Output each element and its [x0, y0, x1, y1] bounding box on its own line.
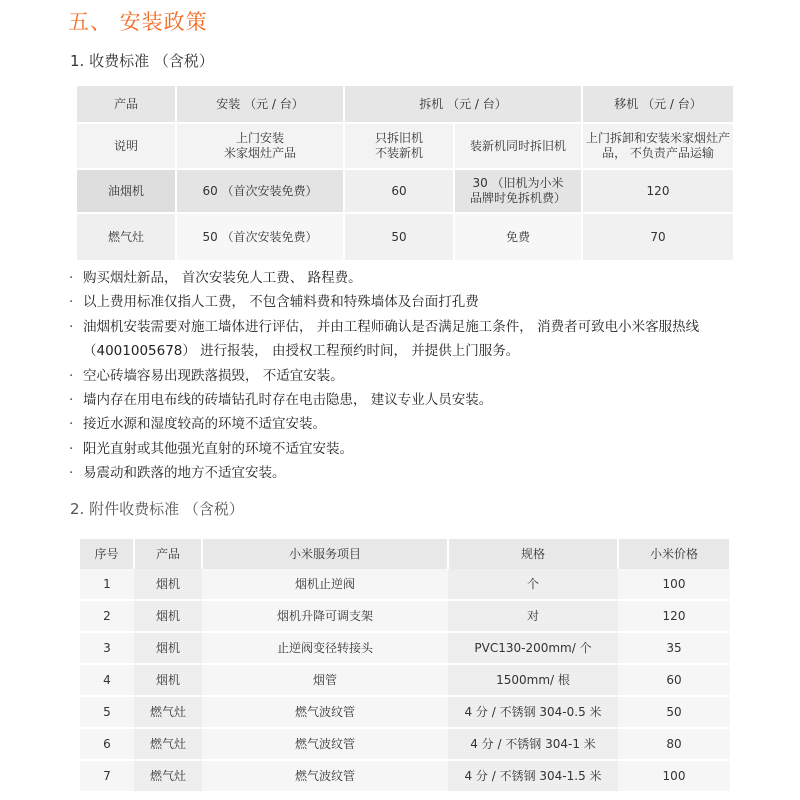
note-text: 油烟机安装需要对施工墙体进行评估， 并由工程师确认是否满足施工条件， 消费者可致电小米客服热线 （4001005678） 进行报装， 由授权工程预约时间， 并提供上门服务。 — [83, 318, 700, 360]
accessory-title: 2. 附件收费标准 （含税） — [70, 500, 244, 518]
header-cell: 产品 — [134, 539, 202, 569]
note-text: 以上费用标准仅指人工费， 不包含辅料费和特殊墙体及台面打孔费 — [83, 294, 479, 311]
table-cell: 4 — [80, 664, 134, 696]
table-cell: 60 （首次安装免费） — [176, 169, 344, 213]
table-cell: 烟机 — [134, 569, 202, 600]
table-cell: 120 — [618, 600, 730, 632]
accessory-table — [80, 539, 731, 793]
list-item — [63, 437, 763, 461]
note-text: 墙内存在用电布线的砖墙钻孔时存在电击隐患， 建议专业人员安装。 — [83, 392, 493, 409]
row-label: 燃气灶 — [76, 213, 176, 261]
table-cell: 1500mm/ 根 — [448, 664, 618, 696]
note-text: 易震动和跌落的地方不适宜安装。 — [83, 465, 286, 482]
table-cell: 4 分 / 不锈钢 304-0.5 米 — [448, 696, 618, 728]
table-cell: PVC130-200mm/ 个 — [448, 632, 618, 664]
table-cell: 只拆旧机 不装新机 — [344, 123, 454, 169]
table-cell: 燃气波纹管 — [202, 728, 448, 760]
table-cell: 100 — [618, 569, 730, 600]
table-cell: 1 — [80, 569, 134, 600]
table-cell: 30 （旧机为小米 品牌时免拆机费） — [454, 169, 582, 213]
table-cell: 上门拆卸和安装米家烟灶产 品， 不负责产品运输 — [582, 123, 734, 169]
table-cell: 免费 — [454, 213, 582, 261]
table-cell: 7 — [80, 760, 134, 792]
table-cell: 120 — [582, 169, 734, 213]
table-cell: 6 — [80, 728, 134, 760]
table-cell: 止逆阀变径转接头 — [202, 632, 448, 664]
table-cell: 个 — [448, 569, 618, 600]
list-item — [63, 290, 763, 314]
row-label: 说明 — [76, 123, 176, 169]
table-cell: 35 — [618, 632, 730, 664]
table-row — [80, 632, 730, 664]
table-cell: 燃气灶 — [134, 728, 202, 760]
table-row — [76, 169, 734, 213]
header-cell: 产品 — [76, 85, 176, 123]
bullet-icon: · — [69, 465, 74, 482]
list-item — [63, 315, 763, 364]
bullet-icon: · — [69, 392, 74, 409]
section-title: 五、 安装政策 — [68, 10, 208, 34]
table-cell: 燃气波纹管 — [202, 760, 448, 792]
header-cell: 序号 — [80, 539, 134, 569]
table-cell: 燃气灶 — [134, 760, 202, 792]
bullet-icon: · — [69, 270, 74, 286]
table-cell: 50 — [344, 213, 454, 261]
header-cell: 小米服务项目 — [202, 539, 448, 569]
list-item — [63, 388, 763, 412]
bullet-icon: · — [69, 318, 74, 335]
table-cell: 70 — [582, 213, 734, 261]
header-cell: 移机 （元 / 台） — [582, 85, 734, 123]
table-cell: 50 — [618, 696, 730, 728]
table-cell: 烟机 — [134, 664, 202, 696]
table-cell: 50 （首次安装免费） — [176, 213, 344, 261]
fee-standard-table — [75, 84, 735, 262]
header-cell: 安装 （元 / 台） — [176, 85, 344, 123]
header-cell: 规格 — [448, 539, 618, 569]
note-text: 空心砖墙容易出现跌落损毁， 不适宜安装。 — [83, 367, 344, 384]
table-cell: 2 — [80, 600, 134, 632]
table-cell: 60 — [618, 664, 730, 696]
table-cell: 5 — [80, 696, 134, 728]
table-cell: 烟机升降可调支架 — [202, 600, 448, 632]
list-item — [63, 461, 763, 485]
bullet-icon: · — [69, 294, 74, 311]
table-cell: 4 分 / 不锈钢 304-1.5 米 — [448, 760, 618, 792]
header-cell: 拆机 （元 / 台） — [344, 85, 582, 123]
note-text: 接近水源和湿度较高的环境不适宜安装。 — [83, 416, 326, 433]
note-text: 购买烟灶新品， 首次安装免人工费、 路程费。 — [83, 270, 362, 286]
table-cell: 燃气灶 — [134, 696, 202, 728]
table-cell: 上门安装 米家烟灶产品 — [176, 123, 344, 169]
fee-standard-title: 1. 收费标准 （含税） — [70, 52, 214, 70]
bullet-icon: · — [69, 416, 74, 433]
table-row — [80, 760, 730, 792]
table-cell: 对 — [448, 600, 618, 632]
bullet-icon: · — [69, 440, 74, 457]
table-cell: 60 — [344, 169, 454, 213]
list-item — [63, 364, 763, 388]
table-row — [80, 728, 730, 760]
table-cell: 烟机止逆阀 — [202, 569, 448, 600]
table-header-row — [80, 539, 730, 569]
table-cell: 3 — [80, 632, 134, 664]
row-label: 油烟机 — [76, 169, 176, 213]
table-cell: 100 — [618, 760, 730, 792]
note-text: 阳光直射或其他强光直射的环境不适宜安装。 — [83, 440, 353, 457]
table-header-row — [76, 85, 734, 123]
table-row — [80, 664, 730, 696]
table-row — [80, 569, 730, 600]
table-row — [76, 213, 734, 261]
table-cell: 烟机 — [134, 600, 202, 632]
table-cell: 燃气波纹管 — [202, 696, 448, 728]
table-row — [80, 600, 730, 632]
list-item — [63, 412, 763, 436]
table-row — [80, 696, 730, 728]
table-row — [76, 123, 734, 169]
notes-list — [63, 266, 763, 486]
table-cell: 4 分 / 不锈钢 304-1 米 — [448, 728, 618, 760]
table-cell: 装新机同时拆旧机 — [454, 123, 582, 169]
table-cell: 80 — [618, 728, 730, 760]
bullet-icon: · — [69, 367, 74, 384]
list-item — [63, 266, 763, 290]
header-cell: 小米价格 — [618, 539, 730, 569]
table-cell: 烟管 — [202, 664, 448, 696]
table-cell: 烟机 — [134, 632, 202, 664]
